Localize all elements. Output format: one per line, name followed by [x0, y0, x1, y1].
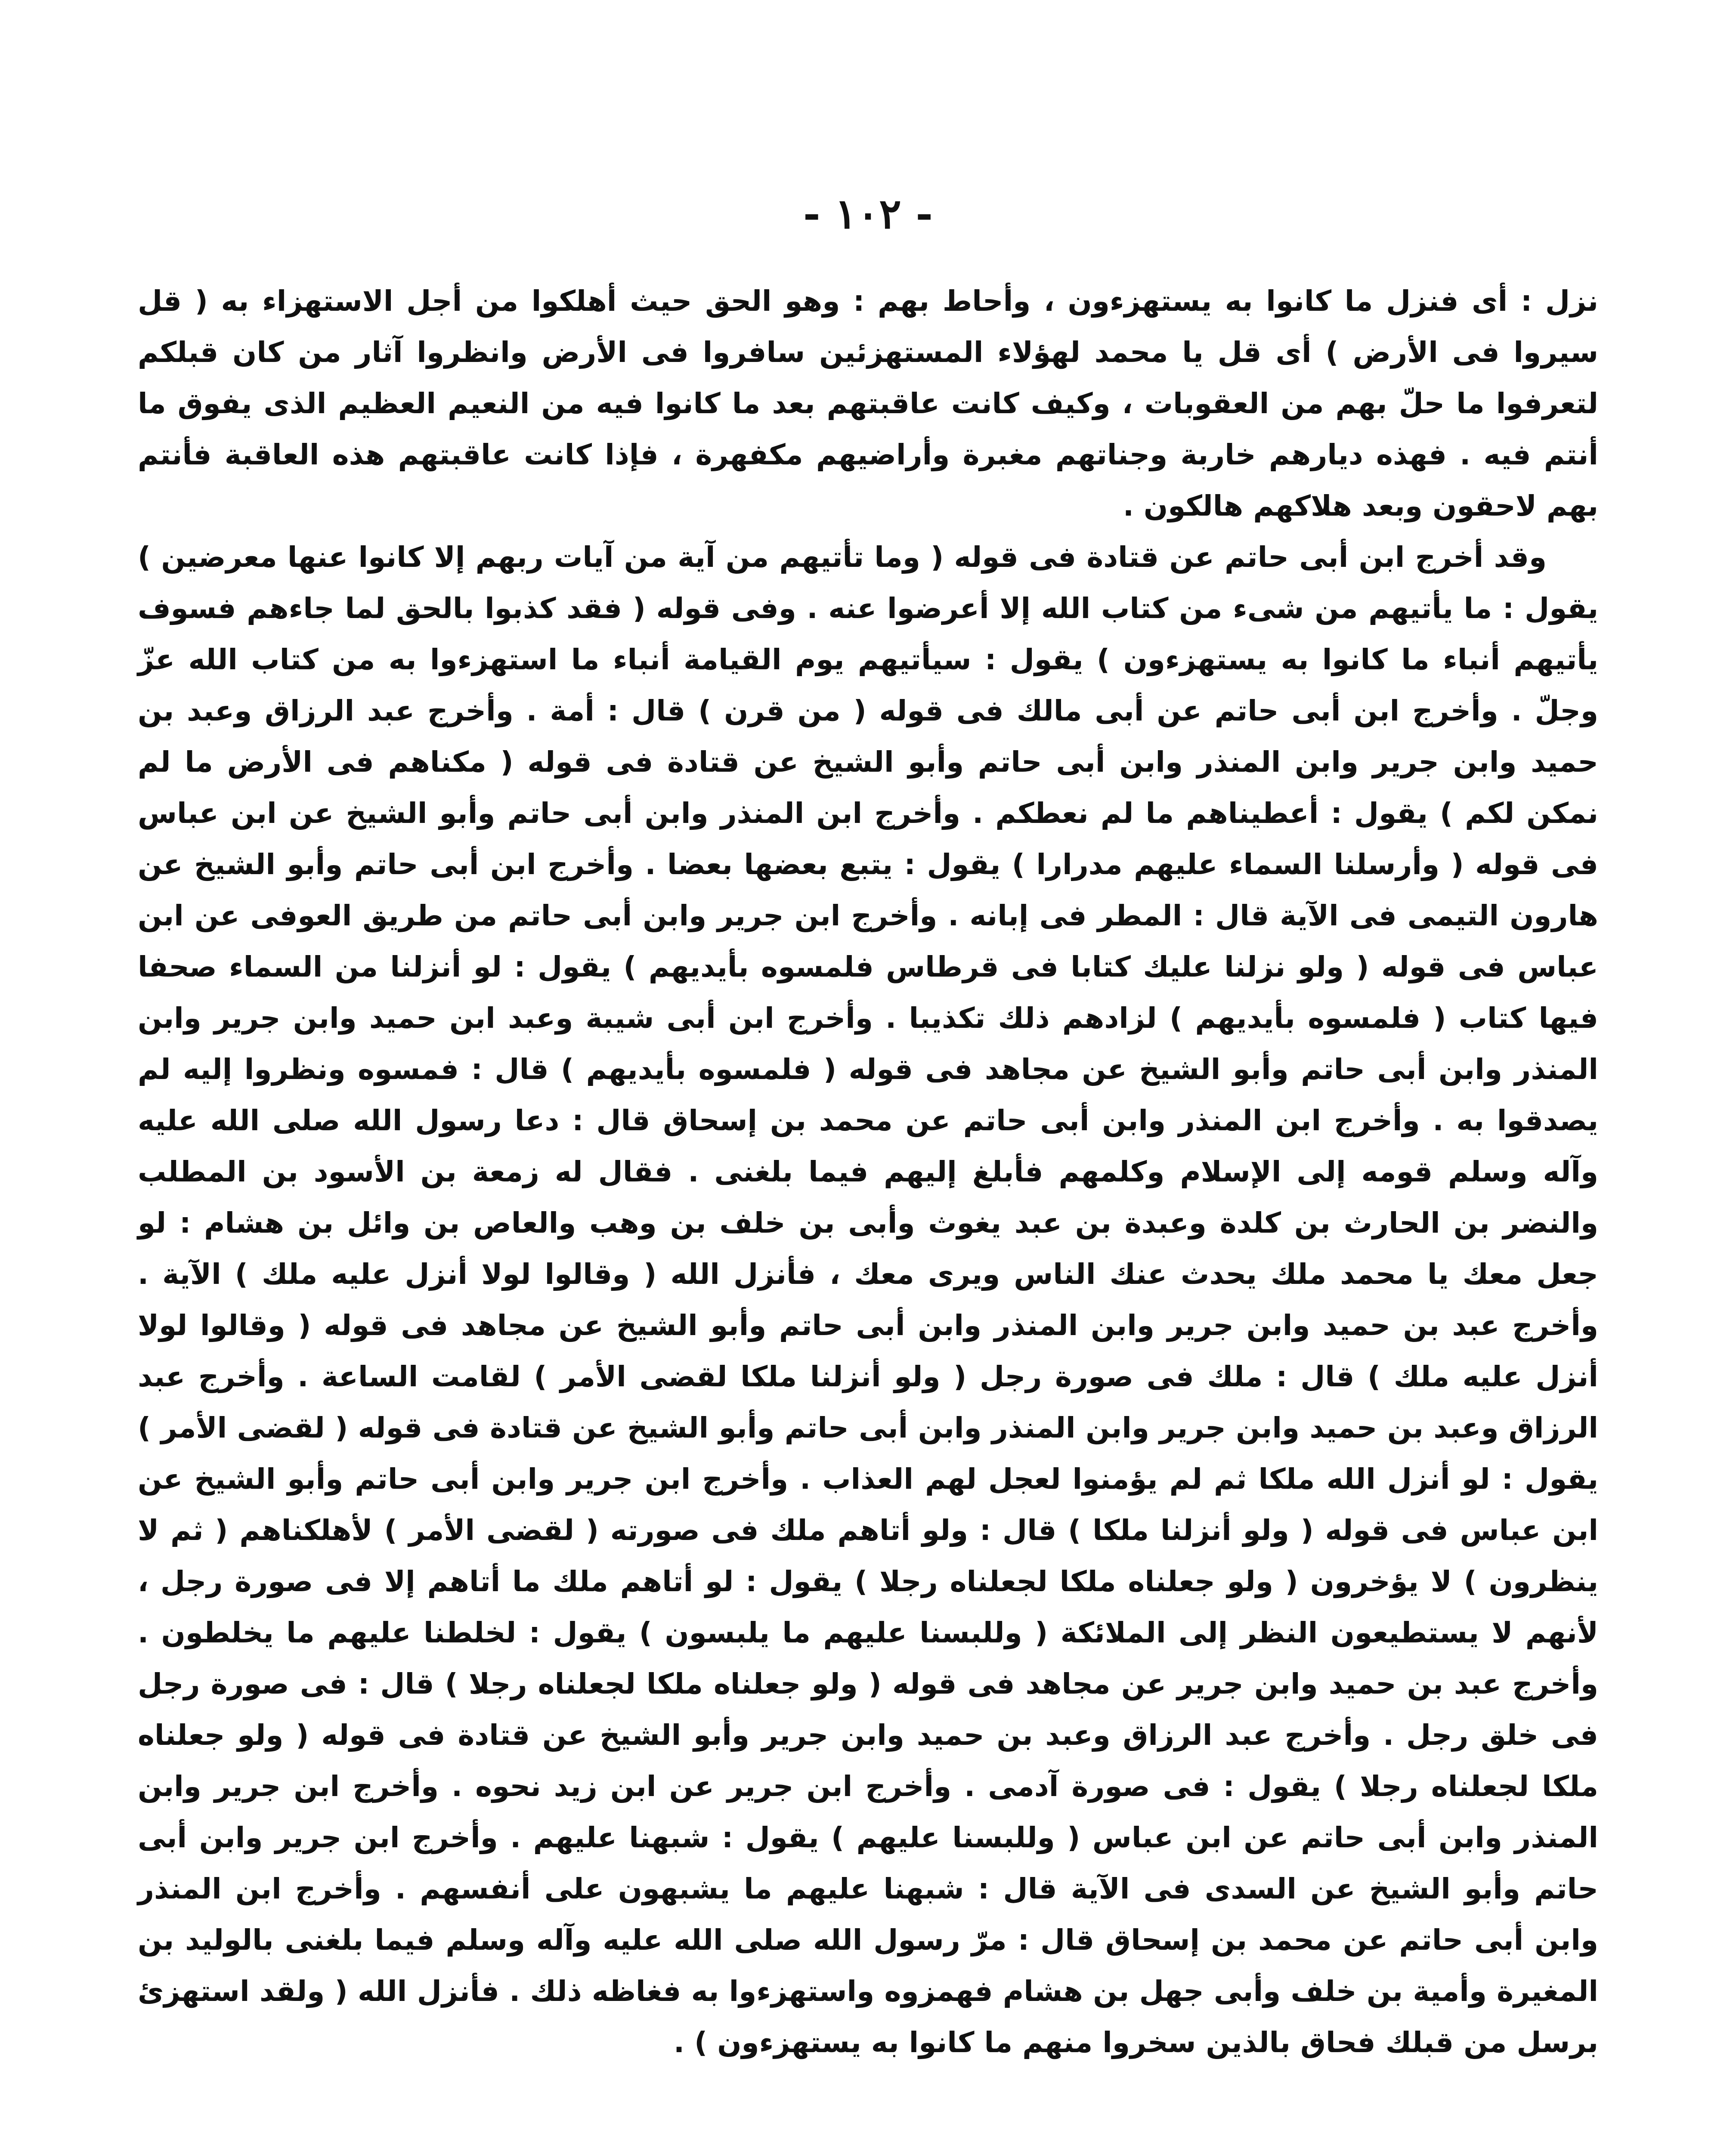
body-text	[138, 275, 1598, 2068]
paragraph-narrations: وقد أخرج ابن أبى حاتم عن قتادة فى قوله ( وما تأتيهم من آية من آيات ربهم إلا كانوا عنها معرضين ) يقول : ما يأتيهم من شىء من كتاب الله إلا أعرضوا عنه . وفى قوله ( فقد كذبوا بالحق لما جاءهم فسوف يأتيهم أنباء ما كانوا به يستهزءون ) يقول : سيأتيهم يوم القيامة أنباء ما استهزءوا به من كتاب الله عزّ وجلّ . وأخرج ابن أبى حاتم عن أبى مالك فى قوله ( من قرن ) قال : أمة . وأخرج عبد الرزاق وعبد بن حميد وابن جرير وابن المنذر وابن أبى حاتم وأبو الشيخ عن قتادة فى قوله ( مكناهم فى الأرض ما لم نمكن لكم ) يقول : أعطيناهم ما لم نعطكم . وأخرج ابن المنذر وابن أبى حاتم وأبو الشيخ عن ابن عباس فى قوله ( وأرسلنا السماء عليهم مدرارا ) يقول : يتبع بعضها بعضا . وأخرج ابن أبى حاتم وأبو الشيخ عن هارون التيمى فى الآية قال : المطر فى إبانه . وأخرج ابن جرير وابن أبى حاتم من طريق العوفى عن ابن عباس فى قوله ( ولو نزلنا عليك كتابا فى قرطاس فلمسوه بأيديهم ) يقول : لو أنزلنا من السماء صحفا فيها كتاب ( فلمسوه بأيديهم ) لزادهم ذلك تكذيبا . وأخرج ابن أبى شيبة وعبد ابن حميد وابن جرير وابن المنذر وابن أبى حاتم وأبو الشيخ عن مجاهد فى قوله ( فلمسوه بأيديهم ) قال : فمسوه ونظروا إليه لم يصدقوا به . وأخرج ابن المنذر وابن أبى حاتم عن محمد بن إسحاق قال : دعا رسول الله صلى الله عليه وآله وسلم قومه إلى الإسلام وكلمهم فأبلغ إليهم فيما بلغنى . فقال له زمعة بن الأسود بن المطلب والنضر بن الحارث بن كلدة وعبدة بن عبد يغوث وأبى بن خلف بن وهب والعاص بن وائل بن هشام : لو جعل معك يا محمد ملك يحدث عنك الناس ويرى معك ، فأنزل الله ( وقالوا لولا أنزل عليه ملك ) الآية . وأخرج عبد بن حميد وابن جرير وابن المنذر وابن أبى حاتم وأبو الشيخ عن مجاهد فى قوله ( وقالوا لولا أنزل عليه ملك ) قال : ملك فى صورة رجل ( ولو أنزلنا ملكا لقضى الأمر ) لقامت الساعة . وأخرج عبد الرزاق وعبد بن حميد وابن جرير وابن المنذر وابن أبى حاتم وأبو الشيخ عن قتادة فى قوله ( لقضى الأمر ) يقول : لو أنزل الله ملكا ثم لم يؤمنوا لعجل لهم العذاب . وأخرج ابن جرير وابن أبى حاتم وأبو الشيخ عن ابن عباس فى قوله ( ولو أنزلنا ملكا ) قال : ولو أتاهم ملك فى صورته ( لقضى الأمر ) لأهلكناهم ( ثم لا ينظرون ) لا يؤخرون ( ولو جعلناه ملكا لجعلناه رجلا ) يقول : لو أتاهم ملك ما أتاهم إلا فى صورة رجل ، لأنهم لا يستطيعون النظر إلى الملائكة ( وللبسنا عليهم ما يلبسون ) يقول : لخلطنا عليهم ما يخلطون . وأخرج عبد بن حميد وابن جرير عن مجاهد فى قوله ( ولو جعلناه ملكا لجعلناه رجلا ) قال : فى صورة رجل فى خلق رجل . وأخرج عبد الرزاق وعبد بن حميد وابن جرير وأبو الشيخ عن قتادة فى قوله ( ولو جعلناه ملكا لجعلناه رجلا ) يقول : فى صورة آدمى . وأخرج ابن جرير عن ابن زيد نحوه . وأخرج ابن جرير وابن المنذر وابن أبى حاتم عن ابن عباس ( وللبسنا عليهم ) يقول : شبهنا عليهم . وأخرج ابن جرير وابن أبى حاتم وأبو الشيخ عن السدى فى الآية قال : شبهنا عليهم ما يشبهون على أنفسهم . وأخرج ابن المنذر وابن أبى حاتم عن محمد بن إسحاق قال : مرّ رسول الله صلى الله عليه وآله وسلم فيما بلغنى بالوليد بن المغيرة وأمية بن خلف وأبى جهل بن هشام فهمزوه واستهزءوا به فغاظه ذلك . فأنزل الله ( ولقد استهزئ برسل من قبلك فحاق بالذين سخروا منهم ما كانوا به يستهزءون ) .	[138, 541, 1598, 2059]
paragraph-commentary: نزل : أى فنزل ما كانوا به يستهزءون ، وأحاط بهم : وهو الحق حيث أهلكوا من أجل الاستهزاء به ( قل سيروا فى الأرض ) أى قل يا محمد لهؤلاء المستهزئين سافروا فى الأرض وانظروا آثار من كان قبلكم لتعرفوا ما حلّ بهم من العقوبات ، وكيف كانت عاقبتهم بعد ما كانوا فيه من النعيم العظيم الذى يفوق ما أنتم فيه . فهذه ديارهم خاربة وجناتهم مغبرة وأراضيهم مكفهرة ، فإذا كانت عاقبتهم هذه العاقبة فأنتم بهم لاحقون وبعد هلاكهم هالكون .	[138, 284, 1598, 523]
page-number: - ١٠٢ -	[803, 189, 933, 238]
